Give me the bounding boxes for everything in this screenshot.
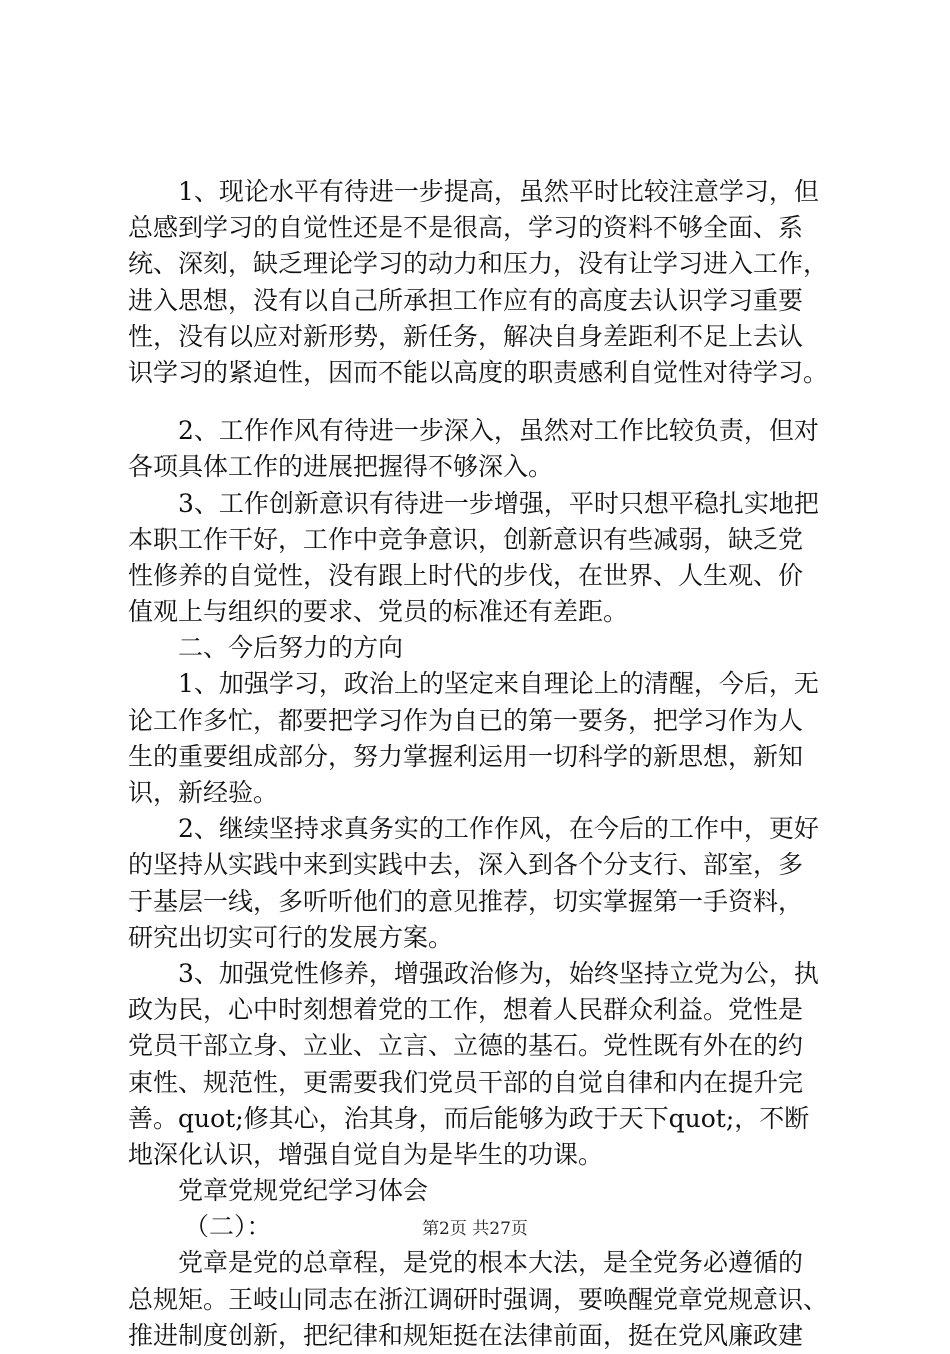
- paragraph-7-line-2: 总规矩。王岐山同志在浙江调研时强调，要唤醒党章党规意识、: [128, 1284, 829, 1314]
- paragraph-4-line-4: 识，新经验。: [128, 778, 279, 807]
- paragraph-6-line-3: 党员干部立身、立业、立言、立德的基石。党性既有外在的约: [128, 1031, 804, 1061]
- paragraph-7-line-1: 党章是党的总章程，是党的根本大法，是全党务必遵循的: [178, 1248, 804, 1278]
- paragraph-1-line-5: 性，没有以应对新形势，新任务，解决自身差距利不足上去认: [128, 321, 804, 351]
- paragraph-3-line-1: 3、工作创新意识有待进一步增强，平时只想平稳扎实地把: [178, 488, 819, 518]
- paragraph-4-line-1: 1、加强学习，政治上的坚定来自理论上的清醒，今后，无: [178, 669, 819, 699]
- paragraph-5-line-2: 的坚持从实践中来到实践中去，深入到各个分支行、部室，多: [128, 850, 804, 880]
- article-subtitle: （二）：: [184, 1212, 272, 1242]
- paragraph-2-line-1: 2、工作作风有待进一步深入，虽然对工作比较负责，但对: [178, 416, 819, 446]
- paragraph-1-line-2: 总感到学习的自觉性还是不是很高，学习的资料不够全面、系: [128, 213, 804, 243]
- paragraph-3-line-2: 本职工作干好，工作中竞争意识，创新意识有些减弱，缺乏党: [128, 524, 804, 554]
- page-number-footer: 第2页 共27页: [422, 1219, 528, 1239]
- paragraph-6-line-1: 3、加强党性修养，增强政治修为，始终坚持立党为公，执: [178, 958, 819, 988]
- paragraph-6-line-2: 政为民，心中时刻想着党的工作，想着人民群众利益。党性是: [128, 995, 804, 1025]
- article-title: 党章党规党纪学习体会: [178, 1176, 429, 1206]
- paragraph-1-line-1: 1、现论水平有待进一步提高，虽然平时比较注意学习，但: [178, 177, 819, 206]
- paragraph-gap: [128, 391, 833, 413]
- paragraph-4-line-2: 论工作多忙，都要把学习作为自已的第一要务，把学习作为人: [128, 705, 804, 735]
- paragraph-1-line-3: 统、深刻，缺乏理论学习的动力和压力，没有让学习进入工作，: [128, 249, 829, 279]
- paragraph-4-line-3: 生的重要组成部分，努力掌握利运用一切科学的新思想，新知: [128, 741, 804, 771]
- paragraph-1-line-4: 进入思想，没有以自己所承担工作应有的高度去认识学习重要: [128, 285, 804, 315]
- paragraph-5-line-3: 于基层一线，多听听他们的意见推荐，切实掌握第一手资料，: [128, 886, 804, 916]
- paragraph-5-line-1: 2、继续坚持求真务实的工作作风，在今后的工作中，更好: [178, 814, 819, 844]
- paragraph-3-line-4: 值观上与组织的要求、党员的标准还有差距。: [128, 597, 629, 627]
- paragraph-7-line-3: 推进制度创新，把纪律和规矩挺在法律前面，挺在党风廉政建: [128, 1320, 804, 1350]
- paragraph-5-line-4: 研究出切实可行的发展方案。: [128, 922, 454, 952]
- paragraph-3-line-3: 性修养的自觉性，没有跟上时代的步伐，在世界、人生观、价: [128, 560, 804, 590]
- paragraph-1-line-6: 识学习的紧迫性，因而不能以高度的职责感利自觉性对待学习。: [128, 357, 829, 387]
- paragraph-6-line-4: 束性、规范性，更需要我们党员干部的自觉自律和内在提升完: [128, 1067, 804, 1097]
- section-heading: 二、今后努力的方向: [178, 633, 404, 663]
- document-body: [128, 174, 833, 1354]
- paragraph-6-line-5: 善。quot;修其心，治其身，而后能够为政于天下quot;，不断: [128, 1103, 810, 1133]
- paragraph-2-line-2: 各项具体工作的进展把握得不够深入。: [128, 452, 554, 482]
- paragraph-6-line-6: 地深化认识，增强自觉自为是毕生的功课。: [128, 1139, 604, 1169]
